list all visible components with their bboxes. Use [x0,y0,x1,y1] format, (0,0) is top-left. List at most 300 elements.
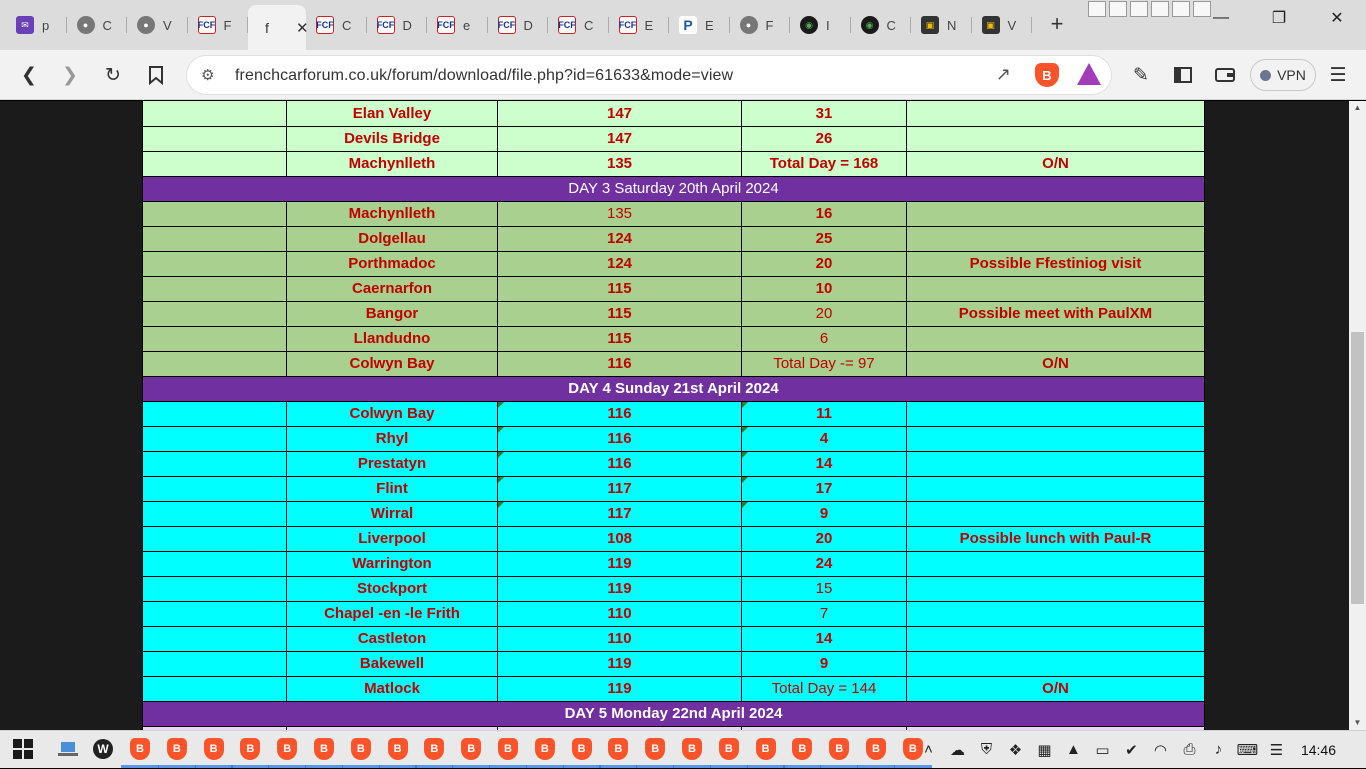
itinerary-row [143,426,1205,451]
tab-title: I [826,17,830,33]
extensions-button[interactable] [1128,62,1154,88]
browser-tab[interactable] [669,8,730,42]
miles-cell [742,351,907,376]
miles-cell-text: 26 [815,130,833,147]
brave-icon: B [903,738,923,760]
place-cell [287,226,498,251]
running-indicator [342,765,380,768]
notes-cell [907,301,1205,326]
share-icon[interactable]: ↗ [995,64,1011,84]
clock[interactable]: 14:46 [1300,742,1336,758]
notes-cell [907,351,1205,376]
place-cell-text: Elan Valley [352,104,432,122]
cell-comment-marker [498,427,504,433]
brave-window-button[interactable] [274,736,300,762]
running-indicator [379,765,417,768]
tray-icons [914,741,1291,759]
globe-icon: ● [137,16,155,34]
tab-title: C [886,17,896,33]
brave-icon: B [424,738,444,760]
distance-cell-text: 119 [607,655,632,672]
miles-cell-text: 20 [815,530,833,547]
place-cell [287,576,498,601]
menu-button[interactable] [1325,62,1351,88]
brave-icon: B [167,738,187,760]
miles-cell-text: Total Day = 144 [771,680,877,697]
brave-shields-icon[interactable]: B [1035,63,1059,87]
laptop-icon [57,740,79,758]
blank-cell [143,251,287,276]
distance-cell [498,301,742,326]
notes-cell [907,526,1205,551]
running-indicator [747,765,785,768]
miles-cell-text: 11 [816,405,832,422]
distance-cell-text: 108 [606,530,633,547]
itinerary-row [143,126,1205,151]
miles-cell-text: 6 [819,330,829,347]
brave-icon: B [866,738,886,760]
brave-icon: B [461,738,481,760]
running-indicator [710,765,748,768]
running-indicator [783,765,821,768]
place-cell [287,151,498,176]
vertical-scrollbar[interactable] [1349,101,1366,730]
browser-tab[interactable] [730,8,791,42]
notes-cell [907,126,1205,151]
notes-cell-text: O/N [1042,155,1069,172]
bookmark-icon [149,66,163,84]
distance-cell [498,326,742,351]
fcf-icon: FCF [437,16,455,34]
system-tray [914,731,1366,769]
distance-cell-text: 110 [607,630,632,647]
itinerary-sheet [142,101,1205,752]
miles-cell [742,251,907,276]
blank-cell [143,501,287,526]
brave-icon: B [608,738,628,760]
place-cell-text: Rhyl [375,430,409,447]
brave-icon: B [240,738,260,760]
miles-cell-text: 16 [815,205,833,222]
running-indicator [452,765,490,768]
brave-icon: B [351,738,371,760]
reload-button[interactable] [100,62,126,88]
distance-cell [498,626,742,651]
blank-cell [143,526,287,551]
miles-cell [742,126,907,151]
browser-tab[interactable] [609,8,670,42]
running-indicator [673,765,711,768]
tab-title: E [644,17,654,33]
brave-window-button[interactable] [237,736,263,762]
browser-tab[interactable] [427,8,488,42]
brave-icon: B [130,738,150,760]
fcf-icon: FCF [316,16,334,34]
notes-cell [907,201,1205,226]
itinerary-row [143,276,1205,301]
place-cell [287,276,498,301]
running-indicator [415,765,453,768]
distance-cell [498,276,742,301]
distance-cell-text: 119 [607,580,632,597]
running-indicator [563,765,601,768]
brave-icon: B [277,738,297,760]
brave-window-button[interactable] [605,736,631,762]
brave-window-button[interactable] [164,736,190,762]
blank-cell [143,226,287,251]
itinerary-row [143,576,1205,601]
cell-comment-marker [742,452,748,458]
miles-cell [742,651,907,676]
brave-window-button[interactable] [458,736,484,762]
tab-separator [1031,17,1032,33]
printer-icon[interactable]: ⎙ [1183,741,1196,758]
place-cell-text: Flint [376,480,408,497]
excel-icon[interactable] [1130,1,1148,17]
day-header-cell: DAY 5 Monday 22nd April 2024 [143,701,1205,726]
itinerary-row [143,501,1205,526]
place-cell [287,101,498,126]
veeam-icon[interactable]: ✔ [1125,742,1138,759]
miles-cell [742,601,907,626]
blank-cell [143,101,287,126]
blank-cell [143,601,287,626]
running-indicator [121,765,159,768]
cloud-icon[interactable]: ☁ [949,742,965,759]
network-app-icon[interactable]: ▦ [1037,742,1052,759]
blank-cell [143,126,287,151]
notes-cell-text: Possible Ffestiniog visit [969,255,1142,272]
distance-cell [498,226,742,251]
notes-cell [907,501,1205,526]
blank-cell [143,326,287,351]
distance-cell [498,151,742,176]
distance-cell-text: 115 [607,305,632,322]
brave-window-button[interactable] [716,736,742,762]
keyboard-icon[interactable]: ⌨ [1236,742,1259,759]
notes-cell [907,676,1205,701]
browser-tab[interactable] [248,5,309,50]
brave-window-button[interactable] [679,736,705,762]
browser-tab[interactable] [306,8,367,42]
notes-cell [907,576,1205,601]
place-cell [287,476,498,501]
blank-cell [143,301,287,326]
distance-cell-text: 135 [606,155,633,172]
running-indicator [158,765,196,768]
cell-comment-marker [498,477,504,483]
itinerary-row [143,351,1205,376]
miles-cell-text: Total Day = 168 [769,155,879,172]
brave-icon: B [204,738,224,760]
brave-rewards-icon[interactable] [1077,63,1101,85]
distance-cell [498,501,742,526]
brave-window-button[interactable] [311,736,337,762]
forward-button[interactable] [57,62,83,88]
distance-cell [498,601,742,626]
notes-cell [907,401,1205,426]
running-indicator [857,765,895,768]
brave-window-button[interactable] [569,736,595,762]
distance-cell [498,401,742,426]
fcf-icon: FCF [558,16,576,34]
tab-title: p [42,17,50,33]
browser-tab[interactable] [127,8,188,42]
place-cell [287,351,498,376]
miles-cell-text: 14 [815,455,833,472]
minimize-button[interactable]: — [1213,9,1229,26]
fcf-icon: FCF [377,16,395,34]
brave-window-button[interactable] [385,736,411,762]
reload-icon: ↻ [105,64,121,86]
laptop-app-button[interactable] [55,736,81,762]
distance-cell-text: 135 [606,205,633,222]
dropbox-icon[interactable]: ❖ [1008,742,1023,759]
browser-tab[interactable] [488,8,549,42]
tab-title: e [463,17,471,33]
scroll-up-arrow-icon[interactable]: ▲ [1353,103,1362,112]
itinerary-row [143,601,1205,626]
picture-icon[interactable] [1172,1,1190,17]
place-cell [287,551,498,576]
place-cell-text: Llandudno [353,330,431,347]
wallet-button[interactable] [1212,62,1238,88]
distance-cell-text: 119 [607,680,632,697]
address-bar[interactable] [186,55,1112,95]
place-cell [287,326,498,351]
sidebar-button[interactable] [1170,62,1196,88]
running-indicator [599,765,637,768]
wifi-icon[interactable]: ◠ [1153,742,1167,759]
brave-icon: B [719,738,739,760]
brave-icon: B [792,738,812,760]
itinerary-row [143,651,1205,676]
itinerary-row [143,326,1205,351]
running-indicator [820,765,858,768]
close-window-button[interactable]: ✕ [1330,10,1344,27]
blank-cell [143,451,287,476]
miles-cell-text: 7 [819,605,829,622]
url-text[interactable]: frenchcarforum.co.uk/forum/download/file.php?id=61633&mode=view [235,67,734,84]
itinerary-row [143,626,1205,651]
back-button[interactable] [16,62,42,88]
place-cell [287,401,498,426]
miles-cell [742,501,907,526]
notes-cell [907,276,1205,301]
tab-title: V [1007,17,1017,33]
blank-cell [143,626,287,651]
browser-tab[interactable] [188,8,249,42]
browser-tab[interactable] [911,8,972,42]
distance-cell-text: 116 [607,405,632,422]
tab-title: E [705,17,714,33]
running-indicator [636,765,674,768]
distance-cell-text: 147 [606,104,633,122]
distance-cell [498,426,742,451]
scroll-down-arrow-icon[interactable]: ▼ [1353,718,1362,727]
running-indicator [231,765,269,768]
word-icon[interactable] [1088,1,1106,17]
distance-cell-text: 116 [607,355,632,372]
place-cell-text: Colwyn Bay [349,405,435,422]
notes-cell [907,451,1205,476]
distance-cell-text: 116 [607,455,632,472]
chat-icon[interactable]: ☰ [1269,742,1284,759]
itinerary-row [143,451,1205,476]
brave-icon: B [572,738,592,760]
tab-title: C [342,17,352,33]
fpub-icon: P [679,16,697,34]
place-cell [287,526,498,551]
miles-cell-text: 25 [815,230,833,247]
avast-icon[interactable]: ▲ [1066,741,1081,758]
brave-window-button[interactable] [495,736,521,762]
vpn-label: VPN [1277,67,1306,83]
brave-icon: B [756,738,776,760]
cell-comment-marker [498,402,504,408]
brave-window-button[interactable] [863,736,889,762]
w-app-button[interactable] [90,736,116,762]
place-cell [287,451,498,476]
cell-comment-marker [742,402,748,408]
notes-cell [907,601,1205,626]
miles-cell-text: 20 [815,305,833,322]
browser-tab[interactable] [972,8,1033,42]
notes-cell [907,101,1205,126]
day-header-row [143,701,1205,726]
cell-comment-marker [498,502,504,508]
miles-cell-text: Total Day -= 97 [773,355,875,372]
itinerary-row [143,226,1205,251]
distance-cell-text: 124 [606,230,633,247]
windows-logo-icon [13,739,33,759]
place-cell-text: Matlock [364,680,420,697]
cell-comment-marker [742,502,748,508]
miles-cell [742,426,907,451]
close-tab-icon[interactable]: ✕ [296,19,309,37]
miles-cell [742,626,907,651]
tab-strip [0,0,1366,50]
day-header-cell: DAY 4 Sunday 21st April 2024 [143,376,1205,401]
brave-window-button[interactable] [421,736,447,762]
bag-icon: ▣ [982,16,1000,34]
miles-cell-text: 24 [815,555,833,572]
monitor-icon[interactable]: ▭ [1095,742,1110,759]
place-cell-text: Colwyn Bay [349,355,435,372]
brave-icon: B [498,738,518,760]
miles-cell-text: 15 [815,580,833,597]
brave-window-button[interactable] [789,736,815,762]
place-cell [287,126,498,151]
brave-window-button[interactable] [532,736,558,762]
brave-window-button[interactable] [127,736,153,762]
fcf-icon: FCF [498,16,516,34]
speaker-icon[interactable]: ♪ [1214,741,1223,758]
miles-cell [742,551,907,576]
blank-cell [143,651,287,676]
brave-window-button[interactable] [642,736,668,762]
itinerary-row [143,101,1205,126]
back-arrow-icon: ❮ [21,64,37,86]
notes-cell-text: Possible lunch with Paul-R [959,530,1152,547]
distance-cell-text: 110 [607,605,632,622]
browser-tab[interactable] [790,8,851,42]
itinerary-row [143,251,1205,276]
distance-cell [498,676,742,701]
globe-icon: ● [77,16,95,34]
cell-comment-marker [742,427,748,433]
browser-tab[interactable] [548,8,609,42]
notes-cell-text: O/N [1042,355,1069,372]
notes-cell [907,251,1205,276]
cell-comment-marker [742,477,748,483]
sidebar-icon [1174,67,1192,83]
browser-toolbar [0,50,1366,100]
browser-tab[interactable] [367,8,428,42]
brave-icon: B [388,738,408,760]
page-viewport[interactable] [0,101,1349,730]
shield-icon[interactable]: ⛨ [980,741,993,758]
brave-icon: B [645,738,665,760]
miles-cell [742,301,907,326]
miles-cell [742,401,907,426]
brave-window-button[interactable] [348,736,374,762]
running-indicator [489,765,527,768]
notes-cell-text: O/N [1042,680,1069,697]
place-cell-text: Bakewell [359,655,425,672]
mail-icon: ✉ [16,16,34,34]
scrollbar-thumb[interactable] [1351,332,1364,604]
place-cell-text: Devils Bridge [344,130,440,147]
new-tab-button[interactable]: + [1050,11,1064,36]
day-header-cell: DAY 3 Saturday 20th April 2024 [143,176,1205,201]
start-button[interactable] [10,736,36,762]
chevron-up-icon[interactable]: ˄ [924,741,933,758]
place-cell [287,251,498,276]
vpn-button[interactable] [1250,59,1316,91]
place-cell-text: Machynlleth [348,205,436,222]
notes-cell [907,226,1205,251]
miles-cell-text: 31 [815,104,833,122]
word-icon[interactable] [1109,1,1127,17]
brave-window-button[interactable] [826,736,852,762]
wallet-icon [1215,67,1235,83]
brave-icon: B [535,738,555,760]
notes-cell [907,651,1205,676]
publisher-icon[interactable] [1151,1,1169,17]
restore-button[interactable]: ❐ [1271,10,1287,27]
place-cell [287,426,498,451]
leaf-icon: ◉ [861,16,879,34]
tab-title: D [402,17,412,33]
bookmark-button[interactable] [143,62,169,88]
place-cell-text: Caernarfon [351,280,433,297]
notes-cell [907,426,1205,451]
distance-cell [498,526,742,551]
distance-cell-text: 147 [606,130,633,147]
globe-icon: ● [740,16,758,34]
browser-tab[interactable] [851,8,912,42]
windows-taskbar [0,730,1366,768]
itinerary-row [143,526,1205,551]
site-settings-icon[interactable]: ⚙ [201,67,215,84]
brave-window-button[interactable] [201,736,227,762]
brave-window-button[interactable] [753,736,779,762]
browser-tab[interactable] [67,8,128,42]
notes-cell [907,151,1205,176]
blank-cell [143,426,287,451]
browser-tab[interactable] [6,8,67,42]
